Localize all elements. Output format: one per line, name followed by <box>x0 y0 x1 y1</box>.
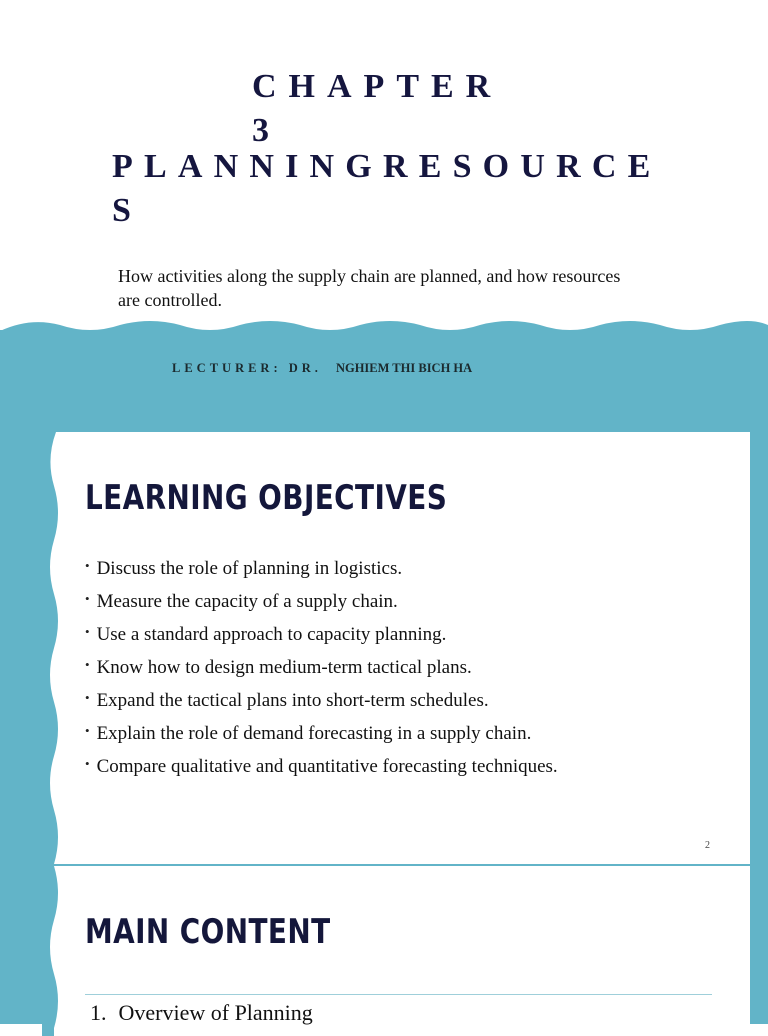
lecturer-name: NGHIEM THI BICH HA <box>335 361 473 375</box>
bullet-icon: • <box>85 558 90 573</box>
lecturer-label: LECTURER: DR. <box>172 361 322 375</box>
list-item <box>90 1000 313 1026</box>
lecturer-line <box>172 361 472 376</box>
objective-text: Compare qualitative and quantitative forecasting techniques. <box>96 756 558 777</box>
bullet-icon: • <box>85 624 90 639</box>
bullet-icon: • <box>85 723 90 738</box>
page-number: 2 <box>705 840 710 851</box>
list-item <box>85 653 558 686</box>
item-number: 1. <box>90 1000 107 1025</box>
objectives-list <box>85 554 558 785</box>
bullet-icon: • <box>85 756 90 771</box>
list-item <box>85 587 558 620</box>
objective-text: Know how to design medium-term tactical plans. <box>96 657 472 678</box>
list-item <box>85 719 558 752</box>
list-item <box>85 752 558 785</box>
list-item <box>85 686 558 719</box>
left-wave-border <box>42 866 62 1036</box>
slide-title: PLANNINGRESOURCE <box>112 148 662 185</box>
main-content-slide <box>42 866 750 1036</box>
bullet-icon: • <box>85 591 90 606</box>
objective-text: Explain the role of demand forecasting in a supply chain. <box>96 723 532 744</box>
learning-objectives-slide <box>42 432 750 864</box>
slide-subtitle: How activities along the supply chain are planned, and how resources are controlled. <box>118 266 621 310</box>
bullet-icon: • <box>85 657 90 672</box>
bullet-icon: • <box>85 690 90 705</box>
chapter-number: 3 <box>252 112 269 149</box>
list-item <box>85 554 558 587</box>
chapter-label: CHAPTER <box>252 68 503 105</box>
objective-text: Use a standard approach to capacity planning. <box>96 624 447 645</box>
objective-text: Expand the tactical plans into short-term schedules. <box>96 690 489 711</box>
slide-title-continuation: S <box>112 192 131 229</box>
objective-text: Discuss the role of planning in logistics. <box>96 558 403 579</box>
main-content-heading: MAIN CONTENT <box>85 912 331 952</box>
list-item <box>85 620 558 653</box>
objective-text: Measure the capacity of a supply chain. <box>96 591 398 612</box>
divider <box>85 994 712 995</box>
learning-objectives-heading: LEARNING OBJECTIVES <box>85 478 448 518</box>
item-label: Overview of Planning <box>118 1000 313 1025</box>
left-wave-border <box>42 432 62 864</box>
